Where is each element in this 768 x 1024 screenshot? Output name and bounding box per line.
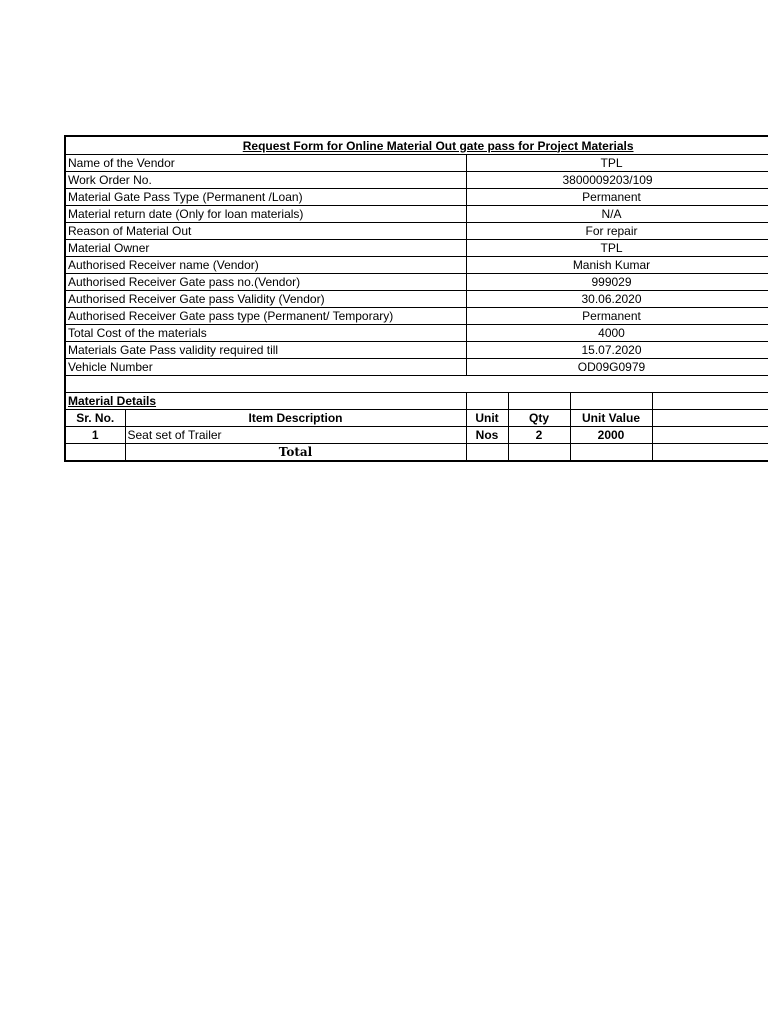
field-label: Vehicle Number	[65, 359, 466, 376]
field-value	[466, 257, 768, 274]
spacer-cell	[65, 376, 768, 393]
field-row-owner	[65, 240, 768, 257]
field-row-total-cost	[65, 325, 768, 342]
form-title: Request Form for Online Material Out gate pass for Project Materials	[242, 138, 634, 153]
column-header-unit: Unit	[466, 410, 508, 427]
column-header-item-description: Item Description	[125, 410, 466, 427]
field-value	[466, 189, 768, 206]
field-value	[466, 172, 768, 189]
receiver-pass-type-value: Permanent	[582, 309, 641, 323]
empty-cell	[508, 444, 570, 462]
empty-cell	[652, 444, 768, 462]
field-value	[466, 155, 768, 172]
vendor-value: TPL	[600, 156, 623, 170]
field-value	[466, 325, 768, 342]
row-item-description: Seat set of Trailer	[125, 427, 466, 444]
empty-cell	[508, 393, 570, 410]
row-qty: 2	[508, 427, 570, 444]
field-label: Material Gate Pass Type (Permanent /Loan)	[65, 189, 466, 206]
field-row-return-date	[65, 206, 768, 223]
empty-cell	[65, 444, 125, 462]
material-details-heading-row	[65, 393, 768, 410]
field-value	[466, 240, 768, 257]
field-row-receiver-validity	[65, 291, 768, 308]
field-row-receiver-pass-type	[65, 308, 768, 325]
field-label: Name of the Vendor	[65, 155, 466, 172]
empty-cell	[570, 393, 652, 410]
field-row-receiver-name	[65, 257, 768, 274]
empty-cell	[652, 427, 768, 444]
empty-cell	[466, 393, 508, 410]
total-label: Total	[278, 445, 313, 459]
work-order-value: 3800009203/109	[562, 173, 653, 187]
field-label: Material return date (Only for loan materials)	[65, 206, 466, 223]
empty-cell	[466, 444, 508, 462]
field-value	[466, 308, 768, 325]
field-value	[466, 291, 768, 308]
field-value	[466, 206, 768, 223]
field-label: Authorised Receiver name (Vendor)	[65, 257, 466, 274]
field-value	[466, 342, 768, 359]
field-row-reason	[65, 223, 768, 240]
vehicle-value: OD09G0979	[577, 360, 646, 374]
table-row	[65, 427, 768, 444]
gate-pass-type-value: Permanent	[582, 190, 641, 204]
field-row-vendor	[65, 155, 768, 172]
field-value	[466, 223, 768, 240]
empty-cell	[652, 410, 768, 427]
spacer-row	[65, 376, 768, 393]
gate-pass-request-table	[64, 135, 768, 462]
receiver-validity-value: 30.06.2020	[581, 292, 642, 306]
field-row-vehicle	[65, 359, 768, 376]
row-unit: Nos	[466, 427, 508, 444]
return-date-value: N/A	[601, 207, 622, 221]
column-header-unit-value: Unit Value	[570, 410, 652, 427]
spreadsheet-form	[64, 135, 768, 471]
field-row-validity-required	[65, 342, 768, 359]
material-details-heading-text: Material Details	[68, 394, 157, 408]
form-title-cell	[65, 136, 768, 155]
material-header-row	[65, 410, 768, 427]
field-row-receiver-pass-no	[65, 274, 768, 291]
row-sr-no: 1	[65, 427, 125, 444]
row-unit-value: 2000	[570, 427, 652, 444]
receiver-pass-no-value: 999029	[591, 275, 632, 289]
field-value	[466, 359, 768, 376]
field-label: Total Cost of the materials	[65, 325, 466, 342]
field-label: Work Order No.	[65, 172, 466, 189]
field-row-work-order	[65, 172, 768, 189]
column-header-sr-no: Sr. No.	[65, 410, 125, 427]
field-label: Authorised Receiver Gate pass no.(Vendor)	[65, 274, 466, 291]
empty-cell	[570, 444, 652, 462]
field-value	[466, 274, 768, 291]
total-row	[65, 444, 768, 462]
reason-value: For repair	[585, 224, 638, 238]
field-label: Authorised Receiver Gate pass Validity (Vendor)	[65, 291, 466, 308]
field-label: Materials Gate Pass validity required till	[65, 342, 466, 359]
total-label-cell	[125, 444, 466, 462]
field-label: Authorised Receiver Gate pass type (Permanent/ Temporary)	[65, 308, 466, 325]
material-details-heading	[65, 393, 466, 410]
receiver-name-value: Manish Kumar	[572, 258, 651, 272]
column-header-qty: Qty	[508, 410, 570, 427]
field-row-gate-pass-type	[65, 189, 768, 206]
field-label: Material Owner	[65, 240, 466, 257]
field-label: Reason of Material Out	[65, 223, 466, 240]
empty-cell	[652, 393, 768, 410]
validity-required-value: 15.07.2020	[581, 343, 642, 357]
title-row	[65, 136, 768, 155]
owner-value: TPL	[600, 241, 623, 255]
total-cost-value: 4000	[598, 326, 625, 340]
